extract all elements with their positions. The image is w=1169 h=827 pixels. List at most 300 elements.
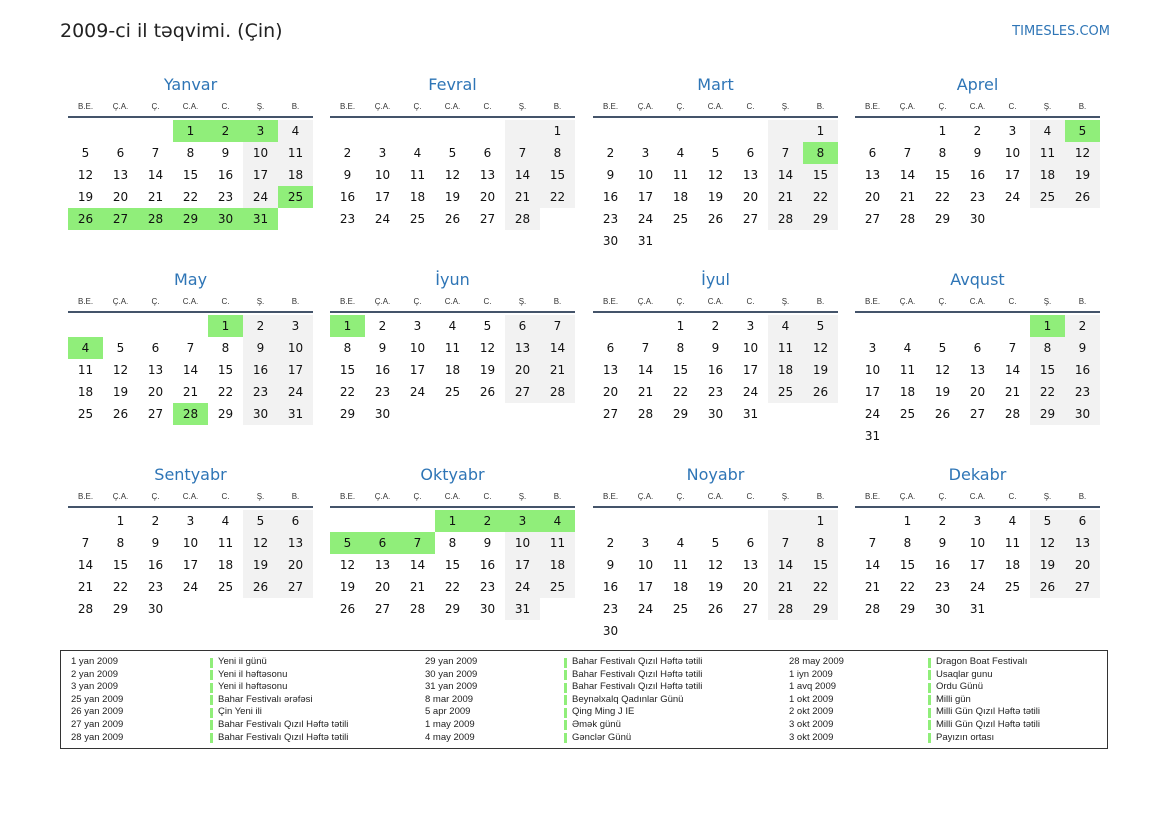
week-row	[593, 359, 838, 381]
day-cell: 5	[803, 315, 838, 337]
weekday-label: B.	[816, 492, 825, 501]
holiday-day-cell: 1	[330, 315, 365, 337]
empty-cell	[540, 403, 575, 425]
day-cell: 20	[374, 580, 391, 594]
holiday-marker	[210, 695, 213, 705]
empty-cell	[925, 315, 960, 337]
month-title: İyul	[701, 270, 730, 289]
holiday-date: 28 may 2009	[789, 656, 844, 667]
holiday-name: Milli Gün Qızıl Həftə tətili	[936, 718, 1040, 730]
day-cell: 27	[1065, 576, 1100, 598]
empty-cell	[995, 208, 1030, 230]
holiday-marker	[564, 658, 567, 668]
empty-cell	[435, 403, 470, 425]
day-cell: 15	[112, 558, 129, 572]
holiday-name: Bahar Festivalı Qızıl Həftə tətili	[572, 668, 703, 680]
day-cell: 29	[899, 602, 916, 616]
day-cell: 22	[899, 580, 916, 594]
week-row	[593, 510, 838, 532]
week-row	[330, 315, 575, 337]
weekday-label: C.A.	[707, 492, 724, 501]
weekday-label: Ç.	[676, 492, 685, 501]
header-rule	[855, 311, 1100, 313]
day-cell: 6	[1065, 510, 1100, 532]
day-cell: 17	[1004, 168, 1021, 182]
empty-cell	[593, 510, 628, 532]
month-fevral	[330, 75, 575, 230]
empty-cell	[505, 403, 540, 425]
month-title: Mart	[697, 75, 734, 94]
day-cell: 12	[803, 337, 838, 359]
day-cell: 15	[1030, 359, 1065, 381]
day-cell: 9	[711, 341, 720, 355]
day-cell: 29	[339, 407, 356, 421]
holiday-date: 3 okt 2009	[789, 718, 834, 730]
holiday-name: Yeni il həftəsonu	[218, 681, 288, 693]
weekday-label: Ş.	[518, 102, 527, 111]
holiday-marker	[564, 708, 567, 718]
header-rule	[855, 506, 1100, 508]
day-cell: 30	[602, 234, 619, 248]
weekday-label: B.E.	[864, 297, 881, 306]
day-cell: 11	[217, 536, 234, 550]
weekday-label: C.	[1008, 297, 1017, 306]
holiday-column	[425, 656, 765, 744]
day-cell: 8	[116, 536, 125, 550]
day-cell: 25	[540, 576, 575, 598]
week-row	[593, 403, 838, 425]
weekday-label: C.	[221, 297, 230, 306]
week-row	[330, 403, 575, 425]
day-cell: 7	[151, 146, 160, 160]
weekday-label: C.A.	[707, 102, 724, 111]
holiday-name: Bahar Festivalı Qızıl Həftə tətili	[218, 731, 349, 743]
holiday-row	[71, 681, 411, 694]
holiday-name: Gənclər Günü	[572, 731, 632, 743]
day-cell: 19	[803, 359, 838, 381]
holiday-day-cell: 29	[173, 208, 208, 230]
weekday-label: C.	[1008, 492, 1017, 501]
day-cell: 30	[147, 602, 164, 616]
day-cell: 19	[479, 363, 496, 377]
holiday-marker	[564, 683, 567, 693]
day-cell: 8	[343, 341, 352, 355]
day-cell: 11	[672, 168, 689, 182]
holiday-date: 1 avq 2009	[789, 681, 837, 693]
empty-cell	[995, 425, 1030, 447]
holiday-date: 1 iyn 2009	[789, 668, 833, 680]
day-cell: 23	[602, 602, 619, 616]
day-cell: 3	[278, 315, 313, 337]
day-cell: 14	[1004, 363, 1021, 377]
day-cell: 18	[409, 190, 426, 204]
day-cell: 24	[374, 212, 391, 226]
header-rule	[593, 311, 838, 313]
week-row	[68, 576, 313, 598]
empty-cell	[330, 120, 365, 142]
holiday-list	[60, 650, 1108, 749]
weekday-label: Ş.	[256, 102, 265, 111]
day-cell: 12	[707, 558, 724, 572]
day-cell: 16	[1065, 359, 1100, 381]
holiday-name: Qing Ming J IE	[572, 706, 635, 718]
site-link[interactable]: TIMESLES.COM	[1012, 24, 1110, 39]
day-cell: 12	[479, 341, 496, 355]
day-cell: 18	[768, 359, 803, 381]
day-cell: 6	[606, 341, 615, 355]
day-cell: 23	[969, 190, 986, 204]
day-cell: 31	[637, 234, 654, 248]
holiday-date: 1 okt 2009	[789, 693, 834, 705]
week-row	[593, 576, 838, 598]
day-cell: 15	[899, 558, 916, 572]
day-cell: 18	[278, 164, 313, 186]
weekday-label: B.E.	[77, 102, 94, 111]
day-cell: 12	[243, 532, 278, 554]
day-cell: 3	[973, 514, 982, 528]
day-cell: 23	[243, 381, 278, 403]
holiday-column	[71, 656, 411, 744]
day-cell: 4	[676, 536, 685, 550]
empty-cell	[540, 598, 575, 620]
weekday-label: Ş.	[1043, 102, 1052, 111]
day-cell: 26	[339, 602, 356, 616]
day-cell: 14	[147, 168, 164, 182]
weekday-label: B.E.	[864, 492, 881, 501]
day-cell: 20	[969, 385, 986, 399]
weekday-label: Ç.A.	[899, 297, 916, 306]
weekday-label: Ç.	[676, 102, 685, 111]
day-cell: 22	[1030, 381, 1065, 403]
weekday-label: B.	[291, 492, 300, 501]
day-cell: 17	[505, 554, 540, 576]
day-cell: 7	[505, 142, 540, 164]
holiday-day-cell: 28	[138, 208, 173, 230]
weekday-label: C.	[221, 102, 230, 111]
holiday-row	[425, 656, 765, 669]
weekday-header	[855, 491, 1100, 503]
weekday-header	[855, 101, 1100, 113]
holiday-name: Dragon Boat Festivalı	[936, 656, 1028, 667]
day-cell: 8	[540, 142, 575, 164]
week-row	[68, 403, 313, 425]
day-cell: 5	[711, 146, 720, 160]
day-cell: 7	[868, 536, 877, 550]
holiday-marker	[928, 683, 931, 693]
weekday-header	[593, 491, 838, 503]
weekday-label: Ç.	[938, 492, 947, 501]
week-row	[68, 186, 313, 208]
week-row	[330, 554, 575, 576]
weekday-label: Ç.	[938, 297, 947, 306]
day-cell: 10	[182, 536, 199, 550]
day-cell: 11	[672, 558, 689, 572]
day-cell: 4	[413, 146, 422, 160]
day-cell: 21	[768, 186, 803, 208]
weekday-header	[593, 101, 838, 113]
empty-cell	[1065, 598, 1100, 620]
day-cell: 30	[934, 602, 951, 616]
day-cell: 5	[243, 510, 278, 532]
empty-cell	[628, 620, 663, 642]
day-cell: 14	[637, 363, 654, 377]
day-cell: 26	[243, 576, 278, 598]
day-cell: 27	[742, 212, 759, 226]
day-cell: 11	[409, 168, 426, 182]
day-cell: 24	[505, 576, 540, 598]
weekday-label: B.	[1078, 102, 1087, 111]
holiday-row	[71, 656, 411, 669]
weekday-label: C.	[483, 297, 492, 306]
day-cell: 13	[374, 558, 391, 572]
month-aprel	[855, 75, 1100, 230]
week-row	[855, 554, 1100, 576]
header-rule	[330, 311, 575, 313]
empty-cell	[698, 230, 733, 252]
day-cell: 23	[374, 385, 391, 399]
day-cell: 4	[768, 315, 803, 337]
week-row	[593, 120, 838, 142]
day-cell: 24	[1004, 190, 1021, 204]
week-row	[330, 598, 575, 620]
holiday-day-cell: 1	[435, 510, 470, 532]
weekday-label: Ç.A.	[374, 492, 391, 501]
day-cell: 14	[899, 168, 916, 182]
holiday-marker	[928, 708, 931, 718]
holiday-marker	[928, 695, 931, 705]
holiday-day-cell: 6	[365, 532, 400, 554]
day-cell: 19	[339, 580, 356, 594]
weekday-label: Ç.A.	[637, 492, 654, 501]
day-cell: 13	[602, 363, 619, 377]
day-cell: 20	[864, 190, 881, 204]
holiday-name: Əmək günü	[572, 718, 621, 730]
empty-cell	[540, 208, 575, 230]
day-cell: 13	[969, 363, 986, 377]
weekday-label: C.A.	[969, 102, 986, 111]
day-cell: 6	[505, 315, 540, 337]
weekday-label: C.	[1008, 102, 1017, 111]
day-cell: 24	[637, 212, 654, 226]
holiday-date: 4 may 2009	[425, 731, 475, 743]
weekday-label: Ş.	[256, 297, 265, 306]
weekday-label: Ç.	[151, 297, 160, 306]
empty-cell	[278, 598, 313, 620]
day-cell: 2	[711, 319, 720, 333]
month-title: Aprel	[956, 75, 999, 94]
month-title: Noyabr	[686, 465, 745, 484]
day-cell: 16	[147, 558, 164, 572]
holiday-day-cell: 4	[68, 337, 103, 359]
empty-cell	[593, 120, 628, 142]
empty-cell	[593, 315, 628, 337]
day-cell: 2	[606, 536, 615, 550]
day-cell: 5	[483, 319, 492, 333]
holiday-day-cell: 5	[330, 532, 365, 554]
weekday-label: C.A.	[969, 297, 986, 306]
day-cell: 29	[803, 598, 838, 620]
weekday-label: Ş.	[781, 297, 790, 306]
holiday-name: Yeni il həftəsonu	[218, 668, 288, 680]
day-cell: 29	[934, 212, 951, 226]
day-cell: 11	[278, 142, 313, 164]
day-cell: 15	[803, 554, 838, 576]
day-cell: 13	[1065, 532, 1100, 554]
day-cell: 27	[864, 212, 881, 226]
day-cell: 14	[505, 164, 540, 186]
holiday-day-cell: 7	[400, 532, 435, 554]
empty-cell	[628, 510, 663, 532]
empty-cell	[103, 315, 138, 337]
day-cell: 21	[1004, 385, 1021, 399]
holiday-row	[789, 681, 1129, 694]
day-cell: 24	[409, 385, 426, 399]
week-row	[855, 532, 1100, 554]
week-row	[68, 315, 313, 337]
day-cell: 5	[938, 341, 947, 355]
day-cell: 17	[374, 190, 391, 204]
empty-cell	[278, 208, 313, 230]
empty-cell	[890, 315, 925, 337]
day-cell: 27	[742, 602, 759, 616]
week-row	[593, 230, 838, 252]
day-cell: 25	[77, 407, 94, 421]
weekday-label: B.	[291, 297, 300, 306]
empty-cell	[960, 425, 995, 447]
day-cell: 8	[803, 532, 838, 554]
holiday-date: 3 yan 2009	[71, 681, 119, 693]
day-cell: 18	[217, 558, 234, 572]
week-row	[330, 120, 575, 142]
day-cell: 22	[803, 576, 838, 598]
week-row	[593, 337, 838, 359]
month-may	[68, 270, 313, 425]
day-cell: 3	[413, 319, 422, 333]
weekday-label: C.A.	[707, 297, 724, 306]
day-cell: 15	[217, 363, 234, 377]
holiday-date: 1 yan 2009	[71, 656, 119, 667]
day-cell: 2	[1065, 315, 1100, 337]
day-cell: 6	[746, 146, 755, 160]
day-cell: 15	[672, 363, 689, 377]
day-cell: 10	[243, 142, 278, 164]
day-cell: 22	[217, 385, 234, 399]
weekday-label: Ç.A.	[899, 492, 916, 501]
day-cell: 20	[1065, 554, 1100, 576]
holiday-day-cell: 8	[803, 142, 838, 164]
day-cell: 3	[641, 146, 650, 160]
holiday-day-cell: 4	[540, 510, 575, 532]
day-cell: 20	[479, 190, 496, 204]
empty-cell	[628, 315, 663, 337]
day-cell: 13	[479, 168, 496, 182]
day-cell: 10	[742, 341, 759, 355]
holiday-marker	[928, 658, 931, 668]
day-cell: 16	[339, 190, 356, 204]
week-row	[593, 142, 838, 164]
day-cell: 24	[864, 407, 881, 421]
day-cell: 26	[934, 407, 951, 421]
day-cell: 13	[505, 337, 540, 359]
day-cell: 15	[339, 363, 356, 377]
day-cell: 3	[641, 536, 650, 550]
day-cell: 8	[903, 536, 912, 550]
day-cell: 13	[864, 168, 881, 182]
day-cell: 11	[1004, 536, 1021, 550]
day-cell: 26	[444, 212, 461, 226]
empty-cell	[68, 120, 103, 142]
week-row	[855, 359, 1100, 381]
day-cell: 10	[505, 532, 540, 554]
empty-cell	[173, 315, 208, 337]
day-cell: 7	[540, 315, 575, 337]
day-cell: 22	[672, 385, 689, 399]
week-row	[68, 532, 313, 554]
holiday-day-cell: 2	[470, 510, 505, 532]
day-cell: 31	[505, 598, 540, 620]
empty-cell	[663, 510, 698, 532]
day-cell: 16	[479, 558, 496, 572]
day-cell: 25	[672, 602, 689, 616]
day-cell: 6	[278, 510, 313, 532]
empty-cell	[925, 425, 960, 447]
empty-cell	[768, 510, 803, 532]
holiday-row	[789, 732, 1129, 745]
day-cell: 27	[969, 407, 986, 421]
day-cell: 15	[934, 168, 951, 182]
month-yanvar	[68, 75, 313, 230]
empty-cell	[995, 315, 1030, 337]
day-cell: 17	[243, 164, 278, 186]
day-cell: 24	[969, 580, 986, 594]
weekday-label: Ç.A.	[637, 102, 654, 111]
holiday-marker	[564, 670, 567, 680]
weekday-label: Ş.	[781, 492, 790, 501]
weekday-label: Ç.A.	[374, 102, 391, 111]
day-cell: 21	[409, 580, 426, 594]
day-cell: 21	[77, 580, 94, 594]
empty-cell	[855, 120, 890, 142]
day-cell: 18	[1004, 558, 1021, 572]
day-cell: 15	[182, 168, 199, 182]
day-cell: 2	[151, 514, 160, 528]
empty-cell	[365, 510, 400, 532]
week-row	[68, 359, 313, 381]
holiday-marker	[210, 733, 213, 743]
day-cell: 18	[672, 190, 689, 204]
day-cell: 23	[1065, 381, 1100, 403]
day-cell: 20	[112, 190, 129, 204]
empty-cell	[663, 120, 698, 142]
day-cell: 9	[151, 536, 160, 550]
day-cell: 18	[672, 580, 689, 594]
day-cell: 23	[339, 212, 356, 226]
day-cell: 21	[540, 359, 575, 381]
day-cell: 21	[505, 186, 540, 208]
empty-cell	[138, 315, 173, 337]
week-row	[855, 120, 1100, 142]
empty-cell	[733, 230, 768, 252]
day-cell: 7	[903, 146, 912, 160]
holiday-name: Beynəlxalq Qadınlar Günü	[572, 693, 684, 705]
weekday-label: Ç.	[938, 102, 947, 111]
day-cell: 1	[803, 120, 838, 142]
empty-cell	[208, 598, 243, 620]
day-cell: 29	[217, 407, 234, 421]
day-cell: 2	[606, 146, 615, 160]
weekday-label: Ş.	[781, 102, 790, 111]
day-cell: 9	[221, 146, 230, 160]
